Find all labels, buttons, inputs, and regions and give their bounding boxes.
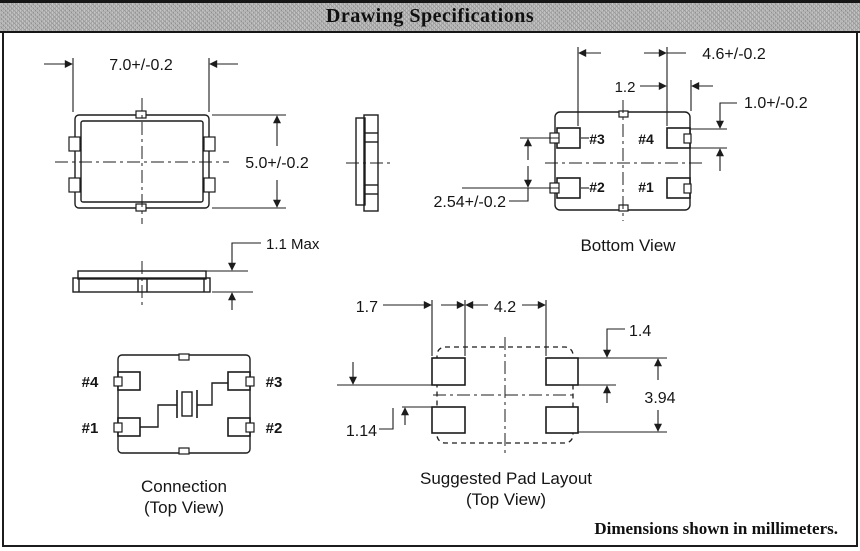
conn-pin-3: #3 [265,374,283,391]
pin-label-1: #1 [638,179,654,195]
dim-row-gap: 1.14 [345,423,377,440]
dim-pad-pitch: 2.54+/-0.2 [433,194,506,211]
page-title: Drawing Specifications [325,5,535,27]
units-note: Dimensions shown in millimeters. [594,519,838,538]
dim-pad-offset: 1.2 [614,79,636,96]
connection-label: Connection [140,477,228,496]
package-outline-view [44,57,309,224]
conn-pin-4: #4 [81,374,99,391]
dim-pad-span: 4.6+/-0.2 [702,46,766,63]
bottom-view-label: Bottom View [580,236,676,255]
dim-vertical-span: 3.94 [644,390,676,407]
crystal-symbol [140,383,228,427]
side-view-vertical [346,115,390,211]
pad-layout-view [337,299,676,509]
pin-label-3: #3 [589,131,605,147]
dim-pad-width: 1.7 [355,299,378,316]
connection-sublabel: (Top View) [144,498,224,517]
pad-layout-sublabel: (Top View) [466,490,546,509]
bottom-view [434,46,808,255]
connection-view [82,354,283,517]
conn-pin-2: #2 [265,420,283,437]
dim-max-height: 1.1 Max [266,236,320,253]
pin-label-4: #4 [638,131,654,147]
dim-pad-height-layout: 1.4 [629,323,652,340]
dim-body-height: 5.0+/-0.2 [245,155,309,172]
side-view-height [73,236,320,310]
dim-pad-height: 1.0+/-0.2 [744,95,808,112]
dim-body-width: 7.0+/-0.2 [109,57,173,74]
dim-pad-gap: 4.2 [493,299,517,316]
pad-layout-label: Suggested Pad Layout [419,469,593,488]
conn-pin-1: #1 [81,420,99,437]
pin-label-2: #2 [589,179,605,195]
